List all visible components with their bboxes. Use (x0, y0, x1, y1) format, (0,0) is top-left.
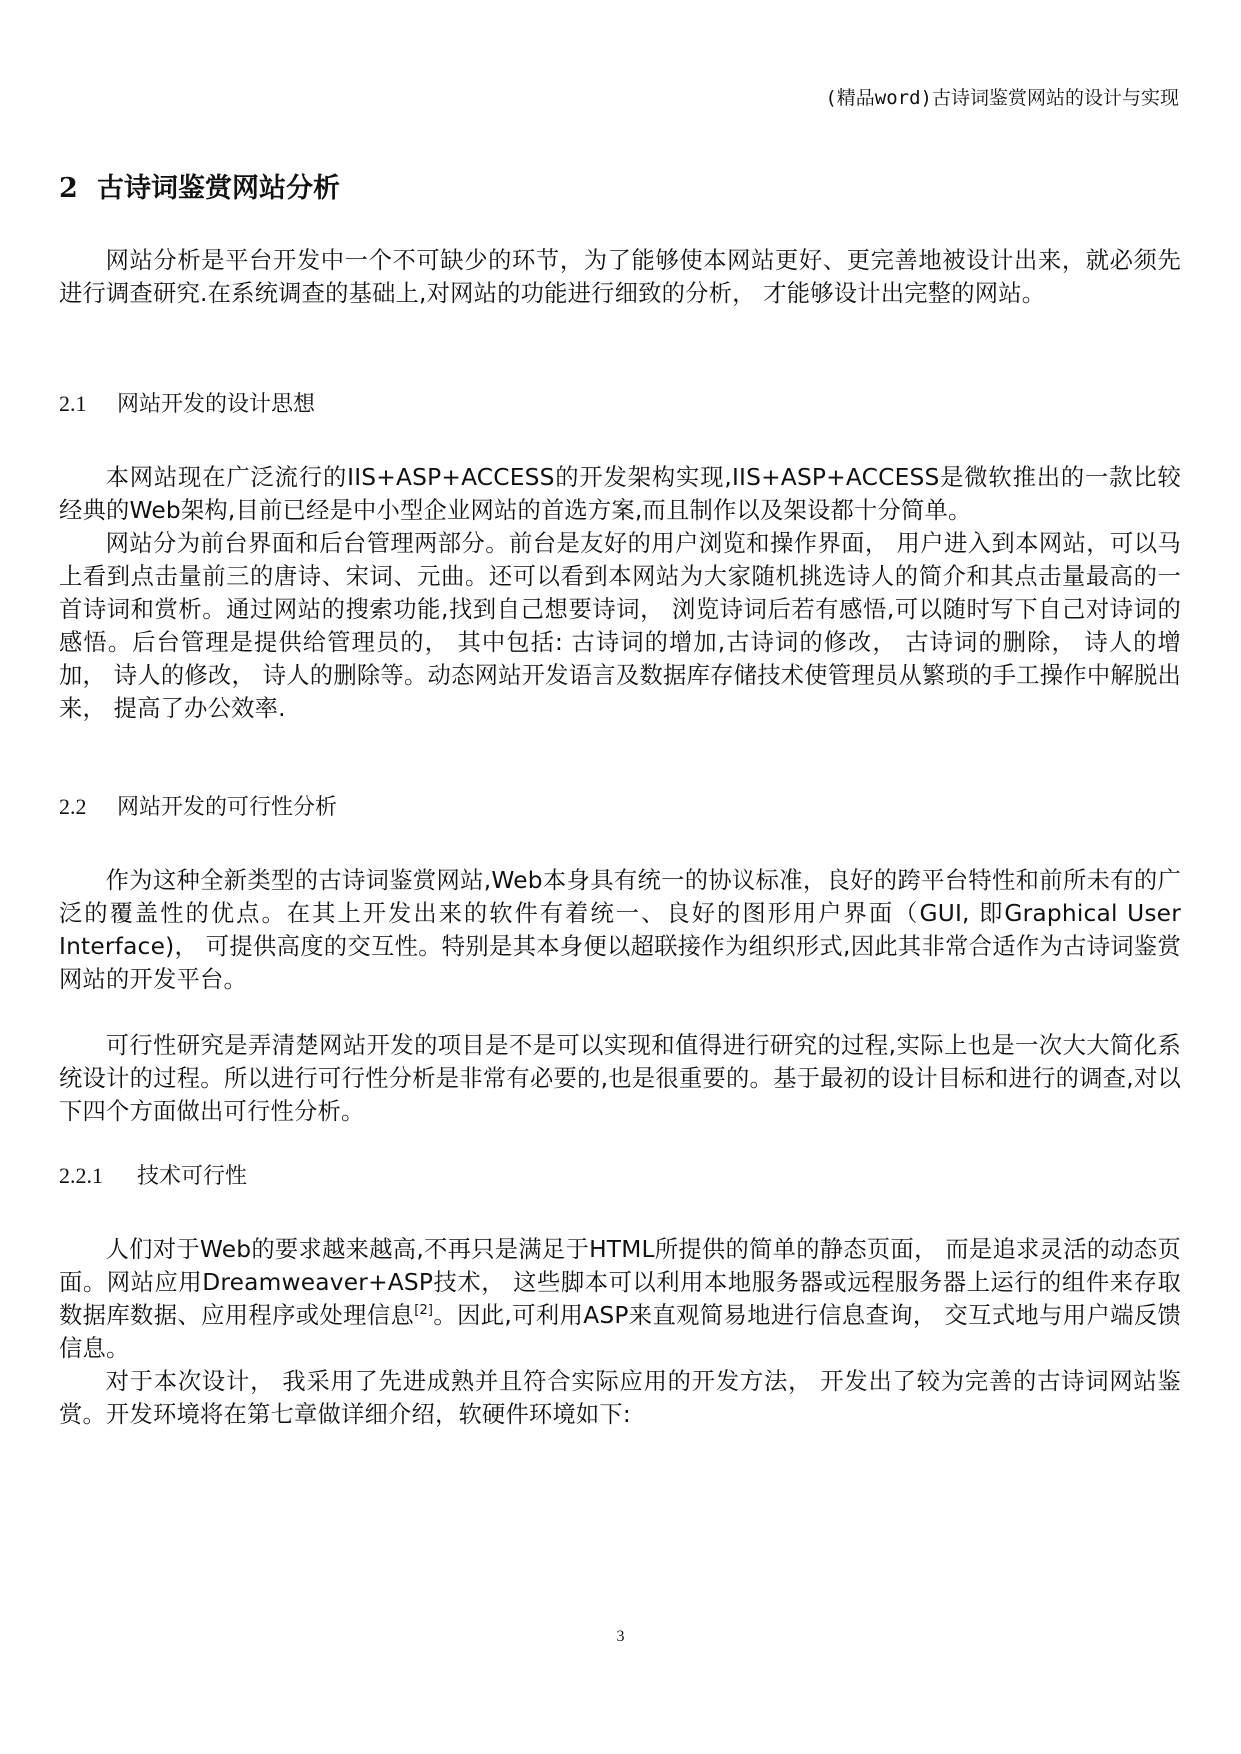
section-heading-2-2-1 (59, 1161, 247, 1192)
section-number: 2.2 (59, 794, 87, 819)
body-paragraph: 网站分为前台界面和后台管理两部分。前台是友好的用户浏览和操作界面， 用户进入到本网站，可以马上看到点击量前三的唐诗、宋词、元曲。还可以看到本网站为大家随机挑选诗人的简介和其点击量最高的一首诗词和赏析。通过网站的搜索功能,找到自己想要诗词， 浏览诗词后若有感悟,可以随时写下自己对诗词的感悟。后台管理是提供给管理员的， 其中包括: 古诗词的增加,古诗词的修改， 古诗词的删除， 诗人的增加， 诗人的修改， 诗人的删除等。动态网站开发语言及数据库存储技术使管理员从繁琐的手工操作中解脱出来， 提高了办公效率. (59, 530, 1181, 722)
section-number: 2.2.1 (59, 1163, 103, 1188)
intro-paragraph: 网站分析是平台开发中一个不可缺少的环节，为了能够使本网站更好、更完善地被设计出来，就必须先进行调查研究.在系统调查的基础上,对网站的功能进行细致的分析， 才能够设计出完整的网站。 (59, 247, 1181, 307)
section-heading-2-1 (59, 389, 315, 420)
body-paragraph: 本网站现在广泛流行的IIS+ASP+ACCESS的开发架构实现,IIS+ASP+ACCESS是微软推出的一款比较经典的Web架构,目前已经是中小型企业网站的首选方案,而且制作以及架设都十分简单。 (59, 464, 1181, 524)
chapter-title: 古诗词鉴赏网站分析 (97, 173, 340, 204)
citation-reference[interactable]: [2] (414, 1303, 434, 1319)
paragraph-text: 。因此,可利用ASP来直观简易地进行信息查询， 交互式地与用户端反馈信息。 (59, 1302, 1182, 1362)
body-paragraph (59, 1233, 1181, 1365)
section-heading-2-2 (59, 792, 337, 823)
chapter-heading (59, 172, 340, 206)
section-title: 网站开发的可行性分析 (117, 795, 338, 820)
chapter-number: 2 (59, 173, 78, 204)
page-number: 3 (616, 1628, 625, 1645)
section-title: 网站开发的设计思想 (117, 392, 316, 417)
section-number: 2.1 (59, 391, 87, 416)
running-header: (精品word)古诗词鉴赏网站的设计与实现 (825, 87, 1179, 109)
section-title: 技术可行性 (137, 1164, 248, 1189)
body-paragraph: 可行性研究是弄清楚网站开发的项目是不是可以实现和值得进行研究的过程,实际上也是一次大大简化系统设计的过程。所以进行可行性分析是非常有必要的,也是很重要的。基于最初的设计目标和进行的调查,对以下四个方面做出可行性分析。 (59, 1032, 1181, 1125)
body-paragraph: 对于本次设计， 我采用了先进成熟并且符合实际应用的开发方法， 开发出了较为完善的古诗词网站鉴赏。开发环境将在第七章做详细介绍，软硬件环境如下: (59, 1368, 1181, 1428)
body-paragraph: 作为这种全新类型的古诗词鉴赏网站,Web本身具有统一的协议标准，良好的跨平台特性和前所未有的广泛的覆盖性的优点。在其上开发出来的软件有着统一、良好的图形用户界面（GUI, 即Graphical User Interface)， 可提供高度的交互性。特别是其本身便以超联接作为组织形式,因此其非常合适作为古诗词鉴赏网站的开发平台。 (59, 867, 1181, 993)
paragraph-text: 人们对于Web的要求越来越高,不再只是满足于HTML所提供的简单的静态页面， 而是追求灵活的动态页面。网站应用Dreamweaver+ASP技术， 这些脚本可以利用本地服务器或远程服务器上运行的组件来存取数据库数据、应用程序或处理信息 (59, 1236, 1181, 1329)
